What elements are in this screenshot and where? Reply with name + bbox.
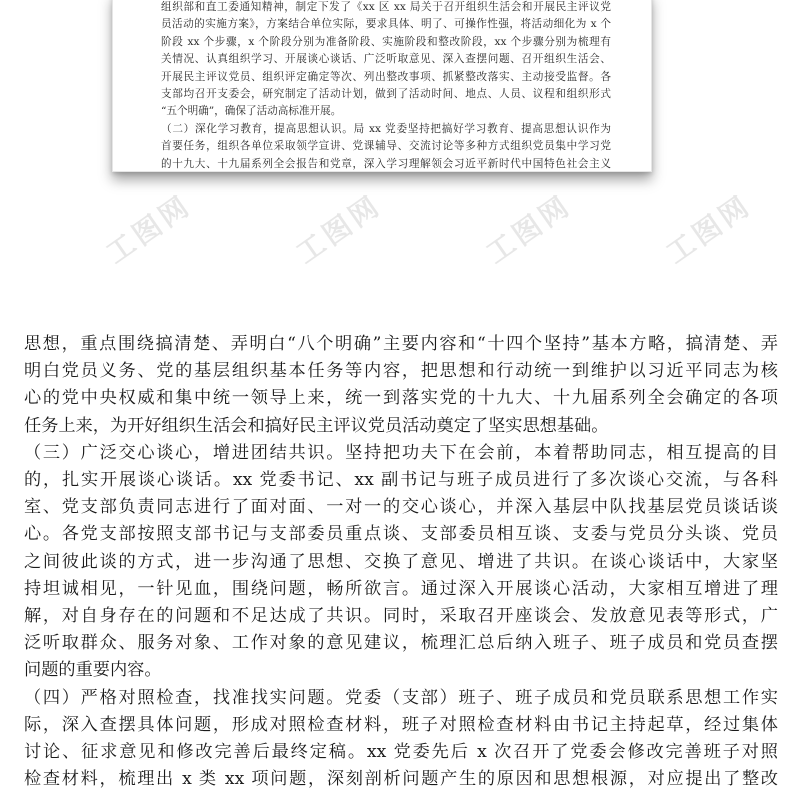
preview-line: 支部均召开支委会，研究制定了活动计划，做到了活动时间、地点、人员、议程和组织形式 bbox=[161, 88, 611, 101]
body-line: （四）严格对照检查，找准找实问题。党委（支部）班子、班子成员和党员联系思想工作实 bbox=[24, 687, 778, 708]
document-body-text bbox=[24, 331, 778, 793]
preview-line: “五个明确”，确保了活动高标准开展。 bbox=[161, 105, 342, 118]
body-line: （三）广泛交心谈心，增进团结共识。坚持把功夫下在会前，本着帮助同志，相互提高的目 bbox=[24, 442, 778, 463]
preview-line: 阶段 xx 个步骤，x 个阶段分别为准备阶段、实施阶段和整改阶段，xx 个步骤分别为梳理有 bbox=[161, 35, 611, 48]
body-line: 的，扎实开展谈心谈话。xx 党委书记、xx 副书记与班子成员进行了多次谈心交流，与各科 bbox=[24, 470, 778, 491]
watermark-text: 工图网 bbox=[100, 188, 198, 271]
body-line: 持坦诚相见，一针见血，围绕问题，畅所欲言。通过深入开展谈心活动，大家相互增进了理 bbox=[24, 578, 778, 599]
watermark-text: 工图网 bbox=[290, 188, 388, 271]
body-line: 思想，重点围绕搞清楚、弄明白“八个明确”主要内容和“十四个坚持”基本方略，搞清楚、弄 bbox=[24, 334, 778, 354]
body-line: 心的党中央权威和集中统一领导上来，统一到落实党的十九大、十九届系列全会确定的各项 bbox=[24, 388, 778, 409]
preview-line: 关情况、认真组织学习、开展谈心谈话、广泛听取意见、深入查摆问题、召开组织生活会、 bbox=[161, 53, 611, 66]
body-line: 检查材料，梳理出 x 类 xx 项问题，深刻剖析问题产生的原因和思想根源，对应提出了整改 bbox=[24, 769, 778, 790]
body-line: 室、党支部负责同志进行了面对面、一对一的交心谈心，并深入基层中队找基层党员谈话谈 bbox=[24, 497, 778, 518]
body-line: 心。各党支部按照支部书记与支部委员重点谈、支部委员相互谈、支委与党员分头谈、党员 bbox=[24, 524, 778, 545]
preview-line: 的十九大、十九届系列全会报告和党章，深入学习理解领会习近平新时代中国特色社会主义 bbox=[161, 157, 611, 170]
body-line: 讨论、征求意见和修改完善后最终定稿。xx 党委先后 x 次召开了党委会修改完善班子对照 bbox=[24, 742, 778, 763]
body-line: 任务上来，为开好组织生活会和搞好民主评议党员活动奠定了坚实思想基础。 bbox=[24, 415, 609, 436]
body-line: 际，深入查摆具体问题，形成对照检查材料，班子对照检查材料由书记主持起草，经过集体 bbox=[24, 714, 778, 735]
preview-line: 首要任务，组织各单位采取领学宣讲、党课辅导、交流讨论等多种方式组织党员集中学习党 bbox=[161, 140, 611, 153]
body-line: 问题的重要内容。 bbox=[24, 660, 162, 681]
preview-text-block bbox=[161, 0, 611, 172]
body-line: 明白党员义务、党的基层组织基本任务等内容，把思想和行动统一到维护以习近平同志为核 bbox=[24, 361, 778, 382]
body-line: 泛听取群众、服务对象、工作对象的意见建议，梳理汇总后纳入班子、班子成员和党员查摆 bbox=[24, 633, 778, 654]
watermark-text: 工图网 bbox=[660, 188, 758, 271]
preview-line: 开展民主评议党员、组织评定确定等次、列出整改事项、抓紧整改落实、主动接受监督。各 bbox=[161, 70, 611, 83]
body-line: 之间彼此谈的方式，进一步沟通了思想、交换了意见、增进了共识。在谈心谈话中，大家坚 bbox=[24, 551, 778, 572]
preview-line: 员活动的实施方案》，方案结合单位实际，要求具体、明了、可操作性强，将活动细化为 x 个 bbox=[161, 18, 611, 31]
watermark-text: 工图网 bbox=[480, 188, 578, 271]
preview-line: （二）深化学习教育，提高思想认识。局 xx 党委坚持把搞好学习教育、提高思想认识作为 bbox=[161, 122, 611, 135]
body-line: 解，对自身存在的问题和不足达成了共识。同时，采取召开座谈会、发放意见表等形式，广 bbox=[24, 606, 778, 627]
preview-line: 组织部和直工委通知精神，制定下发了《xx 区 xx 局关于召开组织生活会和开展民主评议党 bbox=[161, 1, 611, 13]
document-preview-area bbox=[0, 0, 800, 290]
document-page-preview bbox=[112, 0, 652, 172]
